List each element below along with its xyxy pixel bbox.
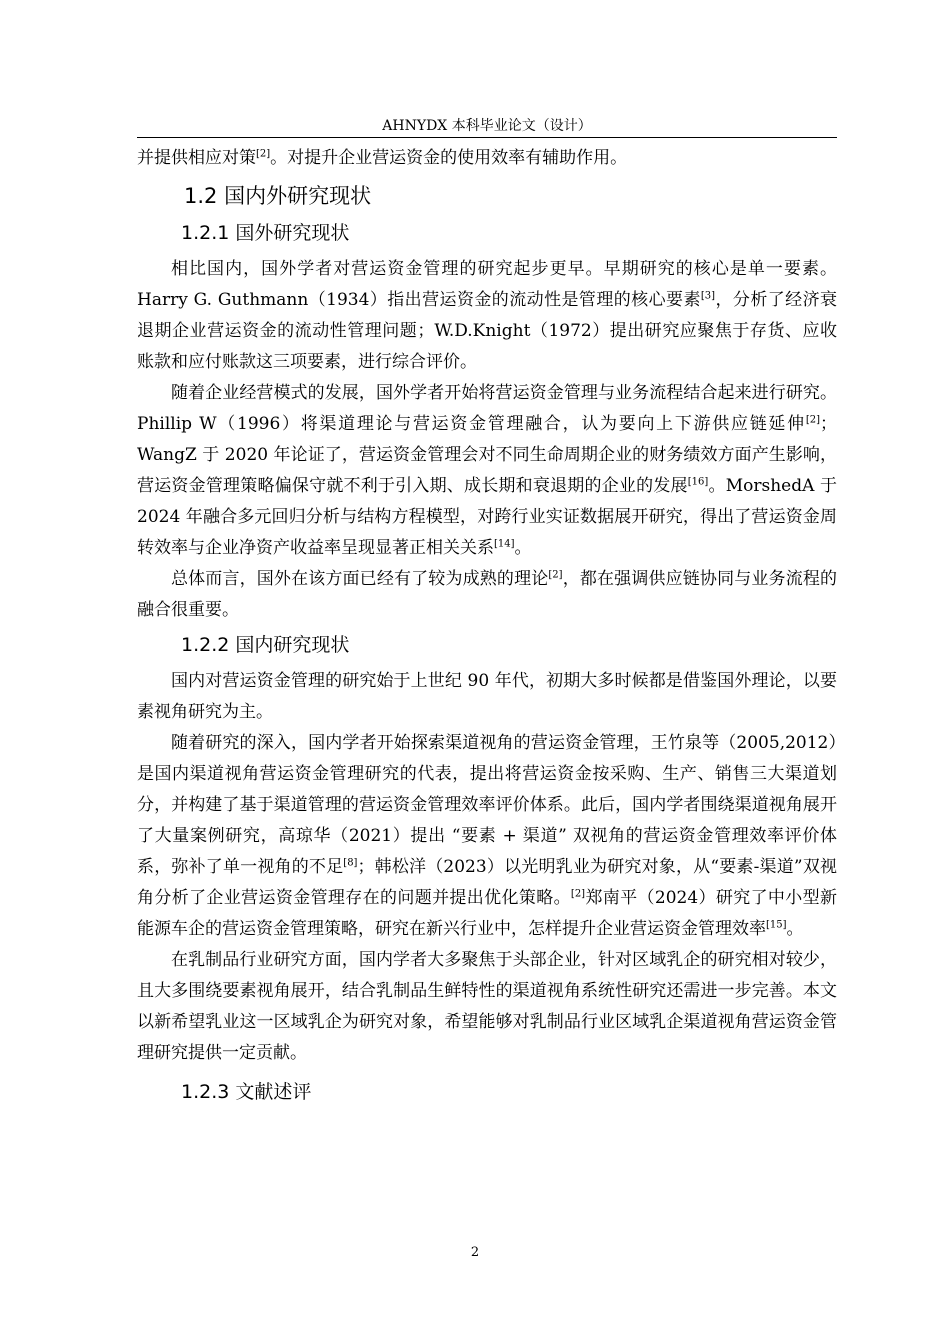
running-header: AHNYDX 本科毕业论文（设计） [382, 118, 592, 134]
paragraph-foreign-process: 随着企业经营模式的发展，国外学者开始将营运资金管理与业务流程结合起来进行研究。Phillip W（1996）将渠道理论与营运资金管理融合，认为要向上下游供应链延伸[2]；WangZ 于 2020 年论证了，营运资金管理会对不同生命周期企业的财务绩效方面产生影响，营运资金管理策略偏保守就不利于引入期、成长期和衰退期的企业的发展[16]。MorshedA 于 2024 年融合多元回归分析与结构方程模型，对跨行业实证数据展开研究，得出了营运资金周转效率与企业净资产收益率呈现显著正相关关系[14]。 [137, 383, 837, 558]
paragraph-continued: 并提供相应对策[2]。对提升企业营运资金的使用效率有辅助作用。 [137, 148, 628, 168]
subsection-heading-1-2-1: 1.2.1 国外研究现状 [181, 222, 350, 244]
paragraph-foreign-early: 相比国内，国外学者对营运资金管理的研究起步更早。早期研究的核心是单一要素。Harry G. Guthmann（1934）指出营运资金的流动性是管理的核心要素[3]，分析了经济衰退期企业营运资金的流动性管理问题；W.D.Knight（1972）提出研究应聚焦于存货、应收账款和应付账款这三项要素，进行综合评价。 [137, 259, 838, 372]
citation: [14] [494, 538, 515, 550]
citation: [3] [700, 290, 716, 302]
subsection-heading-1-2-3: 1.2.3 文献述评 [181, 1081, 312, 1103]
paragraph-domestic-origin: 国内对营运资金管理的研究始于上世纪 90 年代，初期大多时候都是借鉴国外理论，以要素视角研究为主。 [137, 671, 837, 722]
citation: [2] [805, 414, 820, 426]
page-body [137, 143, 837, 1113]
paragraph-dairy-industry: 在乳制品行业研究方面，国内学者大多聚焦于头部企业，针对区域乳企的研究相对较少，且大多围绕要素视角展开，结合乳制品生鲜特性的渠道视角系统性研究还需进一步完善。本文以新希望乳业这一区域乳企为研究对象，希望能够对乳制品行业区域乳企渠道视角营运资金管理研究提供一定贡献。 [137, 950, 837, 1063]
citation: [15] [766, 919, 787, 931]
citation: [8] [343, 857, 358, 869]
citation: [2] [570, 888, 586, 900]
paragraph-foreign-summary: 总体而言，国外在该方面已经有了较为成熟的理论[2]，都在强调供应链协同与业务流程的融合很重要。 [137, 569, 838, 620]
citation: [16] [687, 476, 709, 488]
header-rule [137, 137, 837, 138]
page-number: 2 [470, 1245, 480, 1260]
citation: [2] [548, 569, 563, 581]
section-heading-1-2: 1.2 国内外研究现状 [184, 184, 372, 208]
subsection-heading-1-2-2: 1.2.2 国内研究现状 [181, 634, 350, 656]
paragraph-domestic-channel: 随着研究的深入，国内学者开始探索渠道视角的营运资金管理，王竹泉等（2005,2012）是国内渠道视角营运资金管理研究的代表，提出将营运资金按采购、生产、销售三大渠道划分，并构建了基于渠道管理的营运资金管理效率评价体系。此后，国内学者围绕渠道视角展开了大量案例研究，高琼华（2021）提出 “要素 + 渠道” 双视角的营运资金管理效率评价体系，弥补了单一视角的不足[8]；韩松洋（2023）以光明乳业为研究对象，从“要素-渠道”双视角分析了企业营运资金管理存在的问题并提出优化策略。[2]郑南平（2024）研究了中小型新能源车企的营运资金管理策略，研究在新兴行业中，怎样提升企业营运资金管理效率[15]。 [137, 733, 838, 939]
citation: [2] [256, 148, 271, 160]
